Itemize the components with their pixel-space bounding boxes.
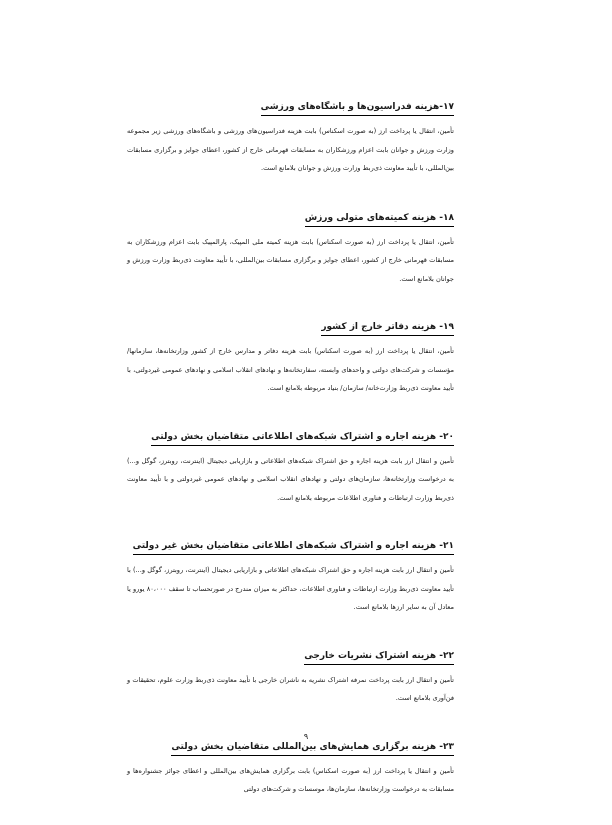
section-body: تأمین و انتقال ارز بابت پرداخت نمرفه اشتراک نشریه به ناشران خارجی با تأیید معاونت ذی‌ربط وزارت علوم، تحقیقات و فن‌آوری بلامانع است. (127, 675, 454, 702)
section-body: تأمین، انتقال یا پرداخت ارز (به صورت اسکناس) بابت هزینه کمیته ملی المپیک، پارالمپیک بابت اعزام ورزشکاران به مسابقات قهرمانی خارج از کشور، اعطای جوایز و برگزاری مسابقات بین‌المللی، با تأیید معاونت ذی‌ربط وزارت ورزش و جوانان بلامانع است. (127, 237, 454, 283)
section-body: تأمین و انتقال ارز بابت هزینه اجاره و حق اشتراک شبکه‌های اطلاعاتی و بازاریابی دیجیتال (اینترنت، روبترز، گوگل و...) به درخواست وزارتخانه‌ها، سازمان‌های دولتی و نهادهای انقلاب اسلامی و نهادهای عمومی غیردولتی و با تأیید معاونت ذی‌ربط وزارت ارتباطات و فناوری اطلاعات مربوطه بلامانع است. (127, 456, 454, 502)
section-heading: ۲۳- هزینه برگزاری همایش‌های بین‌المللی متقاضیان بخش دولتی (171, 741, 454, 756)
section-22 (127, 643, 454, 708)
section-17 (127, 94, 454, 178)
page-number: ۹ (303, 732, 309, 741)
section-heading: ۱۸- هزینه کمیته‌های متولی ورزش (305, 212, 454, 227)
section-body: تأمین، انتقال یا پرداخت ارز (به صورت اسکناس) بابت هزینه فدراسیون‌های ورزشی و باشگاه‌های ورزشی زیر مجموعه وزارت ورزش و جوانان بابت اعزام ورزشکاران به مسابقات قهرمانی خارج از کشور، اعطای جوایز و برگزاری مسابقات بین‌المللی، با تأیید معاونت ذی‌ربط وزارت ورزش و جوانان بلامانع است. (127, 127, 454, 172)
section-body: تأمین، انتقال یا پرداخت ارز (به صورت اسکناس) بابت هزینه دفاتر و مدارس خارج از کشور وزارتخانه‌ها، سازمانها/مؤسسات و شرکت‌های دولتی و واحدهای وابسته، سفارتخانه‌ها و نهادهای انقلاب اسلامی و نهادهای عمومی غیردولتی، با تأیید معاونت ذی‌ربط وزارت‌خانه/ سازمان/ بنیاد مربوطه بلامانع است. (127, 347, 454, 392)
section-heading: ۲۰- هزینه اجاره و اشتراک شبکه‌های اطلاعاتی متقاضیان بخش دولتی (151, 431, 454, 446)
section-heading: ۲۱- هزینه اجاره و اشتراک شبکه‌های اطلاعاتی متقاضیان بخش غیر دولتی (133, 540, 454, 555)
section-heading: ۱۷-هزینه فدراسیون‌ها و باشگاه‌های ورزشی (261, 101, 454, 116)
section-18 (127, 205, 454, 289)
page-content (127, 94, 454, 825)
section-body: تأمین و انتقال یا پرداخت ارز (به صورت اسکناس) بابت برگزاری همایش‌های بین‌المللی و اعطای جوائز جشنواره‌ها و مسابقات به درخواست وزارتخانه‌ها، سازمان‌ها، موسسات و شرکت‌های دولتی (127, 766, 454, 793)
section-body: تأمین و انتقال ارز بابت هزینه اجاره و حق اشتراک شبکه‌های اطلاعاتی و بازاریابی دیجیتال (اینترنت، روبترز، گوگل و...) با تأیید معاونت ذی‌ربط وزارت ارتباطات و فناوری اطلاعات، حداکثر به میزان مندرج در صورتحساب تا سقف ۸۰،۰۰۰ یورو یا معادل آن به سایر ارزها بلامانع است. (127, 566, 454, 611)
section-21 (127, 533, 454, 617)
section-23 (127, 734, 454, 799)
section-19 (127, 314, 454, 398)
section-heading: ۲۲- هزینه اشتراک نشریات خارجی (304, 650, 454, 665)
section-20 (127, 424, 454, 508)
section-heading: ۱۹- هزینه دفاتر خارج از کشور (321, 321, 454, 336)
